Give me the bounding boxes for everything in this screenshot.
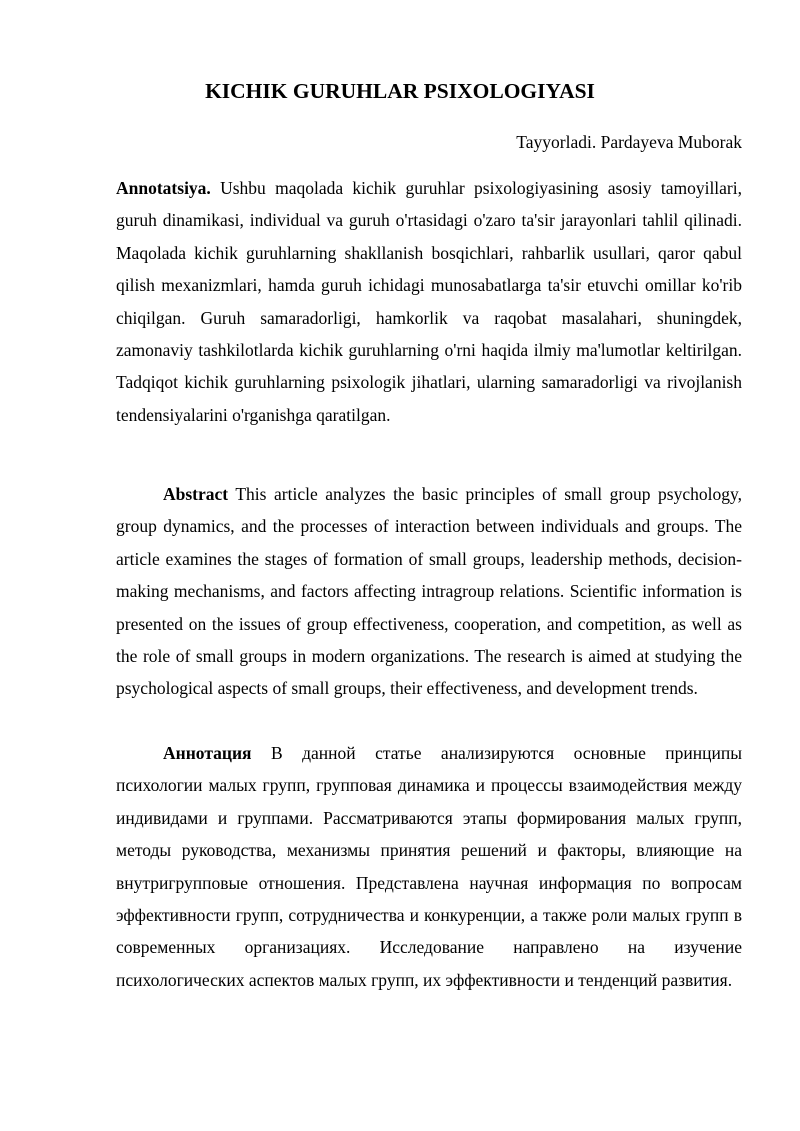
abstract-uzbek-text: Ushbu maqolada kichik guruhlar psixologiyasining asosiy tamoyillari, guruh dinamikasi, individual va guruh o'rtasidagi o'zaro ta'sir jarayonlari tahlil qilinadi. Maqolada kichik guruhlarning shakllanish bosqichlari, rahbarlik usullari, qaror qabul qilish mexanizmlari, hamda guruh ichidagi munosabatlarga ta'sir etuvchi omillar ko'rib chiqilgan. Guruh samaradorligi, hamkorlik va raqobat masalahari, shuningdek, zamonaviy tashkilotlarda kichik guruhlarning o'rni haqida ilmiy ma'lumotlar keltirilgan. Tadqiqot kichik guruhlarning psixologik jihatlari, ularning samaradorligi va rivojlanish tendensiyalarini o'rganishga qaratilgan. (116, 178, 742, 425)
document-title: KICHIK GURUHLAR PSIXOLOGIYASI (205, 79, 595, 103)
author-line: Tayyorladi. Pardayeva Muborak (516, 132, 742, 152)
abstract-russian (116, 737, 742, 996)
abstract-english (116, 478, 742, 705)
abstract-english-label: Abstract (163, 484, 229, 504)
abstract-uzbek-label: Annotatsiya. (116, 178, 211, 198)
abstract-english-text: This article analyzes the basic principles of small group psychology, group dynamics, and the processes of interaction between individuals and groups. The article examines the stages of formation of small groups, leadership methods, decision-making mechanisms, and factors affecting intragroup relations. Scientific information is presented on the issues of group effectiveness, cooperation, and competition, as well as the role of small groups in modern organizations. The research is aimed at studying the psychological aspects of small groups, their effectiveness, and development trends. (116, 484, 742, 699)
abstract-russian-text: В данной статье анализируются основные принципы психологии малых групп, групповая динамика и процессы взаимодействия между индивидами и группами. Рассматриваются этапы формирования малых групп, методы руководства, механизмы принятия решений и факторы, влияющие на внутригрупповые отношения. Представлена научная информация по вопросам эффективности групп, сотрудничества и конкуренции, а также роли малых групп в современных организациях. Исследование направлено на изучение психологических аспектов малых групп, их эффективности и тенденций развития. (116, 743, 742, 990)
abstract-russian-label: Аннотация (163, 743, 252, 763)
abstract-uzbek (116, 172, 742, 431)
